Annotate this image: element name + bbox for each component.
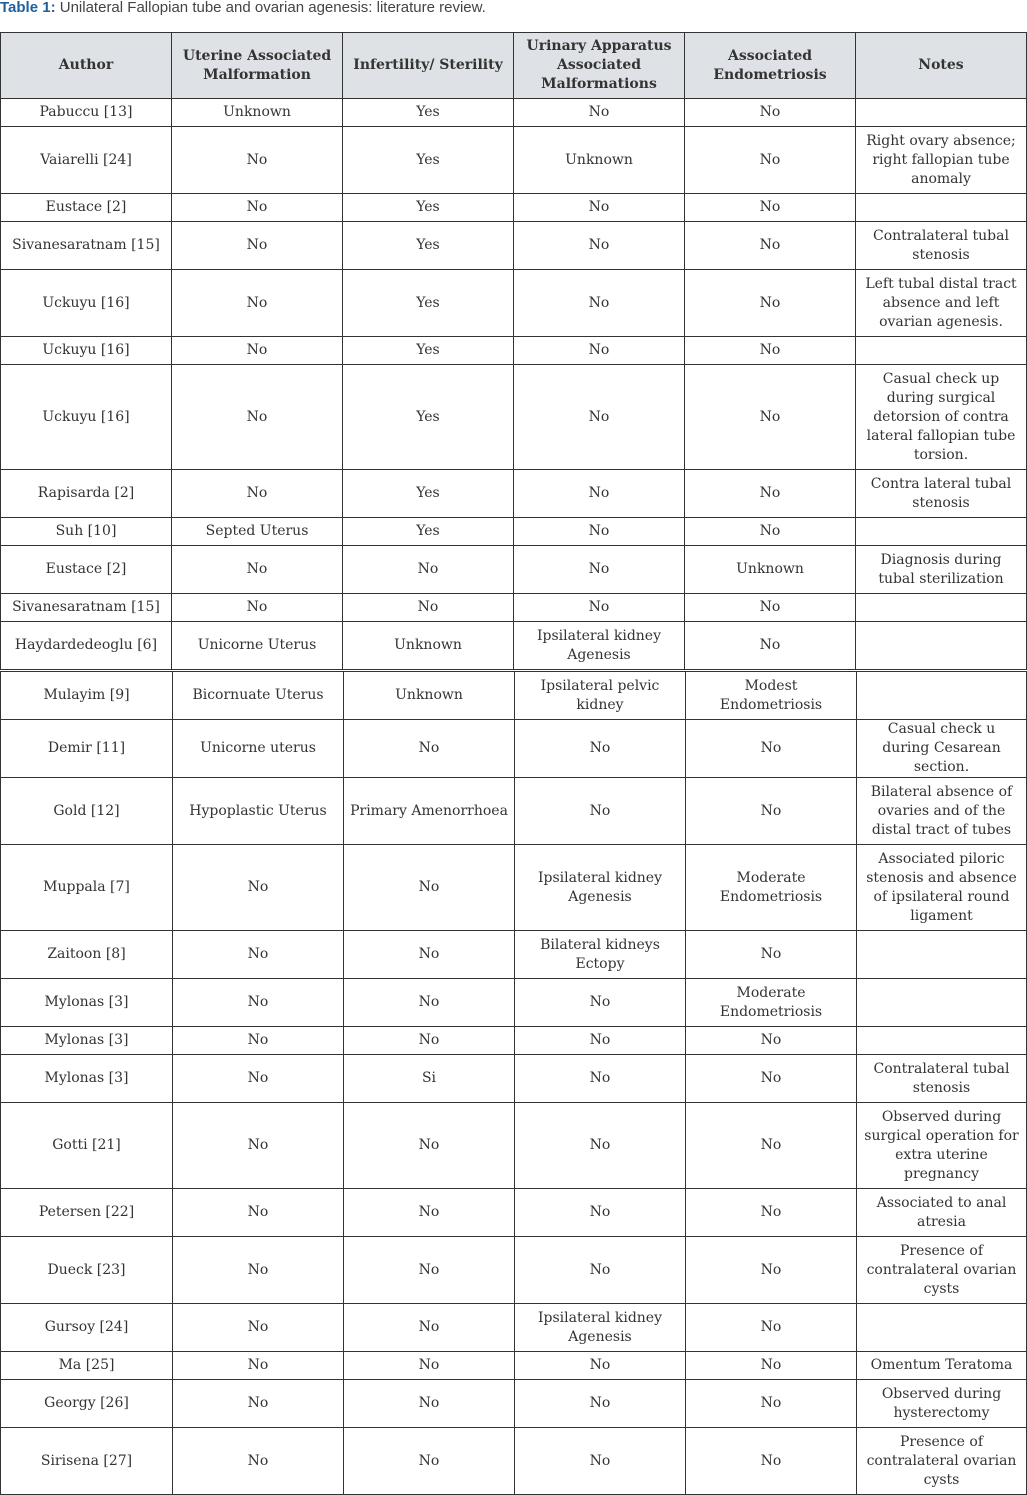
cell-notes: Right ovary absence; right fallopian tube anomaly	[856, 127, 1027, 194]
cell-notes: Associated piloric stenosis and absence of ipsilateral round ligament	[857, 845, 1027, 931]
cell-notes	[857, 672, 1027, 720]
cell-uterine: No	[172, 127, 343, 194]
table-row	[1, 1189, 1027, 1237]
table-row	[1, 194, 1027, 222]
cell-endometriosis: No	[685, 470, 856, 518]
cell-uterine: Unknown	[172, 99, 343, 127]
cell-infertility: No	[343, 546, 514, 594]
cell-urinary: No	[514, 470, 685, 518]
cell-infertility: No	[344, 1189, 515, 1237]
cell-author: Sivanesaratnam [15]	[1, 222, 172, 270]
cell-notes: Associated to anal atresia	[857, 1189, 1027, 1237]
cell-uterine: No	[173, 979, 344, 1027]
cell-infertility: No	[344, 1027, 515, 1055]
cell-notes	[856, 594, 1027, 622]
cell-author: Mulayim [9]	[1, 672, 173, 720]
cell-notes: Bilateral absence of ovaries and of the distal tract of tubes	[857, 778, 1027, 845]
cell-author: Dueck [23]	[1, 1237, 173, 1304]
header-row	[1, 33, 1027, 99]
cell-infertility: No	[344, 931, 515, 979]
cell-notes: Contralateral tubal stenosis	[857, 1055, 1027, 1103]
cell-author: Petersen [22]	[1, 1189, 173, 1237]
table-caption	[0, 0, 486, 20]
cell-urinary: No	[515, 1380, 686, 1428]
table-row	[1, 518, 1027, 546]
cell-endometriosis: Unknown	[685, 546, 856, 594]
table-row	[1, 1103, 1027, 1189]
cell-endometriosis: No	[685, 337, 856, 365]
cell-notes	[857, 1304, 1027, 1352]
cell-notes	[856, 337, 1027, 365]
cell-author: Sivanesaratnam [15]	[1, 594, 172, 622]
cell-urinary: Ipsilateral kidney Agenesis	[515, 845, 686, 931]
cell-uterine: Unicorne Uterus	[172, 622, 343, 670]
table-row	[1, 1380, 1027, 1428]
cell-infertility: Yes	[343, 337, 514, 365]
cell-infertility: No	[344, 1237, 515, 1304]
cell-author: Uckuyu [16]	[1, 270, 172, 337]
cell-urinary: No	[515, 720, 686, 778]
table-row	[1, 99, 1027, 127]
cell-urinary: No	[515, 1027, 686, 1055]
table-row	[1, 931, 1027, 979]
cell-urinary: No	[514, 594, 685, 622]
cell-notes: Presence of contralateral ovarian cysts	[857, 1237, 1027, 1304]
cell-urinary: Unknown	[514, 127, 685, 194]
cell-urinary: No	[514, 546, 685, 594]
cell-infertility: No	[344, 1352, 515, 1380]
cell-infertility: No	[344, 720, 515, 778]
cell-uterine: Hypoplastic Uterus	[173, 778, 344, 845]
caption-text: Unilateral Fallopian tube and ovarian agenesis: literature review.	[55, 0, 486, 16]
header-author: Author	[1, 33, 172, 99]
cell-author: Eustace [2]	[1, 546, 172, 594]
cell-uterine: No	[173, 1027, 344, 1055]
cell-author: Zaitoon [8]	[1, 931, 173, 979]
cell-uterine: No	[173, 1103, 344, 1189]
cell-author: Muppala [7]	[1, 845, 173, 931]
cell-infertility: No	[344, 979, 515, 1027]
cell-endometriosis: No	[685, 99, 856, 127]
cell-endometriosis: No	[686, 1237, 857, 1304]
cell-uterine: Unicorne uterus	[173, 720, 344, 778]
cell-infertility: Yes	[343, 470, 514, 518]
header-uterine: Uterine Associated Malformation	[172, 33, 343, 99]
cell-notes: Contralateral tubal stenosis	[856, 222, 1027, 270]
cell-endometriosis: Moderate Endometriosis	[686, 979, 857, 1027]
table-row	[1, 337, 1027, 365]
header-infertility: Infertility/ Sterility	[343, 33, 514, 99]
cell-endometriosis: No	[686, 931, 857, 979]
cell-endometriosis: No	[685, 365, 856, 470]
cell-endometriosis: No	[686, 1027, 857, 1055]
cell-endometriosis: No	[685, 594, 856, 622]
cell-uterine: No	[173, 1380, 344, 1428]
cell-endometriosis: No	[685, 518, 856, 546]
cell-notes	[857, 931, 1027, 979]
cell-urinary: No	[514, 518, 685, 546]
cell-uterine: Septed Uterus	[172, 518, 343, 546]
cell-endometriosis: Modest Endometriosis	[686, 672, 857, 720]
cell-notes	[856, 622, 1027, 670]
cell-urinary: No	[515, 1237, 686, 1304]
cell-notes: Presence of contralateral ovarian cysts	[857, 1428, 1027, 1495]
cell-urinary: Bilateral kidneys Ectopy	[515, 931, 686, 979]
cell-infertility: Si	[344, 1055, 515, 1103]
caption-label: Table 1:	[0, 0, 56, 16]
cell-endometriosis: No	[685, 127, 856, 194]
cell-uterine: No	[173, 1304, 344, 1352]
cell-uterine: Bicornuate Uterus	[173, 672, 344, 720]
cell-notes: Observed during hysterectomy	[857, 1380, 1027, 1428]
table-row	[1, 1352, 1027, 1380]
table-row	[1, 222, 1027, 270]
table-row	[1, 365, 1027, 470]
cell-author: Mylonas [3]	[1, 1027, 173, 1055]
cell-endometriosis: No	[686, 1428, 857, 1495]
cell-notes: Left tubal distal tract absence and left ovarian agenesis.	[856, 270, 1027, 337]
cell-urinary: No	[514, 99, 685, 127]
cell-urinary: No	[514, 270, 685, 337]
table-row	[1, 127, 1027, 194]
cell-endometriosis: No	[686, 1352, 857, 1380]
cell-urinary: No	[515, 1428, 686, 1495]
cell-author: Haydardedeoglu [6]	[1, 622, 172, 670]
cell-author: Sirisena [27]	[1, 1428, 173, 1495]
table-row	[1, 1027, 1027, 1055]
literature-table-part-2	[0, 671, 1027, 1495]
table-row	[1, 720, 1027, 778]
table-row	[1, 1428, 1027, 1495]
table-row	[1, 622, 1027, 670]
table-row	[1, 546, 1027, 594]
cell-uterine: No	[173, 1189, 344, 1237]
cell-infertility: No	[344, 1380, 515, 1428]
header-notes: Notes	[856, 33, 1027, 99]
cell-endometriosis: No	[686, 1103, 857, 1189]
cell-infertility: No	[344, 1304, 515, 1352]
cell-urinary: No	[515, 979, 686, 1027]
cell-author: Suh [10]	[1, 518, 172, 546]
cell-notes	[857, 1027, 1027, 1055]
cell-urinary: Ipsilateral kidney Agenesis	[515, 1304, 686, 1352]
table-row	[1, 979, 1027, 1027]
cell-infertility: Yes	[343, 518, 514, 546]
cell-author: Gold [12]	[1, 778, 173, 845]
cell-notes: Casual check u during Cesarean section.	[857, 720, 1027, 778]
cell-urinary: No	[515, 1055, 686, 1103]
cell-infertility: Primary Amenorrhoea	[344, 778, 515, 845]
cell-urinary: Ipsilateral kidney Agenesis	[514, 622, 685, 670]
cell-uterine: No	[173, 1428, 344, 1495]
cell-urinary: No	[515, 1103, 686, 1189]
cell-infertility: No	[343, 594, 514, 622]
table-row	[1, 470, 1027, 518]
cell-endometriosis: No	[685, 222, 856, 270]
cell-author: Mylonas [3]	[1, 1055, 173, 1103]
cell-urinary: No	[515, 1189, 686, 1237]
cell-uterine: No	[173, 845, 344, 931]
cell-infertility: No	[344, 845, 515, 931]
cell-author: Gursoy [24]	[1, 1304, 173, 1352]
cell-infertility: Yes	[343, 99, 514, 127]
table-row	[1, 845, 1027, 931]
cell-endometriosis: Moderate Endometriosis	[686, 845, 857, 931]
cell-notes: Omentum Teratoma	[857, 1352, 1027, 1380]
table-row	[1, 1237, 1027, 1304]
cell-infertility: Yes	[343, 270, 514, 337]
cell-infertility: Yes	[343, 127, 514, 194]
cell-endometriosis: No	[686, 1380, 857, 1428]
cell-infertility: No	[344, 1103, 515, 1189]
cell-uterine: No	[172, 222, 343, 270]
cell-uterine: No	[173, 931, 344, 979]
cell-uterine: No	[173, 1055, 344, 1103]
cell-uterine: No	[172, 365, 343, 470]
cell-author: Georgy [26]	[1, 1380, 173, 1428]
header-endometriosis: Associated Endometriosis	[685, 33, 856, 99]
cell-endometriosis: No	[685, 270, 856, 337]
cell-author: Eustace [2]	[1, 194, 172, 222]
table-row	[1, 1055, 1027, 1103]
cell-author: Ma [25]	[1, 1352, 173, 1380]
cell-author: Gotti [21]	[1, 1103, 173, 1189]
cell-urinary: No	[514, 194, 685, 222]
cell-notes: Observed during surgical operation for extra uterine pregnancy	[857, 1103, 1027, 1189]
table-row	[1, 270, 1027, 337]
cell-uterine: No	[172, 194, 343, 222]
cell-uterine: No	[172, 337, 343, 365]
cell-notes	[857, 979, 1027, 1027]
cell-endometriosis: No	[686, 778, 857, 845]
cell-uterine: No	[172, 470, 343, 518]
cell-notes: Diagnosis during tubal sterilization	[856, 546, 1027, 594]
cell-infertility: Unknown	[344, 672, 515, 720]
cell-notes: Casual check up during surgical detorsion of contra lateral fallopian tube torsion.	[856, 365, 1027, 470]
cell-infertility: No	[344, 1428, 515, 1495]
table-row	[1, 672, 1027, 720]
header-urinary: Urinary Apparatus Associated Malformations	[514, 33, 685, 99]
cell-uterine: No	[173, 1352, 344, 1380]
cell-urinary: No	[515, 1352, 686, 1380]
cell-infertility: Yes	[343, 194, 514, 222]
cell-author: Uckuyu [16]	[1, 365, 172, 470]
cell-author: Uckuyu [16]	[1, 337, 172, 365]
cell-urinary: No	[514, 222, 685, 270]
cell-author: Pabuccu [13]	[1, 99, 172, 127]
cell-urinary: No	[515, 778, 686, 845]
table-row	[1, 594, 1027, 622]
cell-endometriosis: No	[685, 194, 856, 222]
cell-endometriosis: No	[685, 622, 856, 670]
cell-urinary: No	[514, 365, 685, 470]
cell-infertility: Unknown	[343, 622, 514, 670]
cell-uterine: No	[173, 1237, 344, 1304]
cell-author: Mylonas [3]	[1, 979, 173, 1027]
literature-table-part-1	[0, 32, 1027, 670]
cell-infertility: Yes	[343, 365, 514, 470]
cell-endometriosis: No	[686, 1189, 857, 1237]
cell-notes: Contra lateral tubal stenosis	[856, 470, 1027, 518]
cell-endometriosis: No	[686, 1304, 857, 1352]
cell-urinary: Ipsilateral pelvic kidney	[515, 672, 686, 720]
cell-author: Demir [11]	[1, 720, 173, 778]
cell-endometriosis: No	[686, 1055, 857, 1103]
cell-notes	[856, 99, 1027, 127]
cell-uterine: No	[172, 594, 343, 622]
cell-author: Vaiarelli [24]	[1, 127, 172, 194]
cell-uterine: No	[172, 270, 343, 337]
cell-urinary: No	[514, 337, 685, 365]
cell-notes	[856, 518, 1027, 546]
cell-notes	[856, 194, 1027, 222]
cell-endometriosis: No	[686, 720, 857, 778]
table-row	[1, 1304, 1027, 1352]
table-row	[1, 778, 1027, 845]
cell-infertility: Yes	[343, 222, 514, 270]
cell-uterine: No	[172, 546, 343, 594]
cell-author: Rapisarda [2]	[1, 470, 172, 518]
